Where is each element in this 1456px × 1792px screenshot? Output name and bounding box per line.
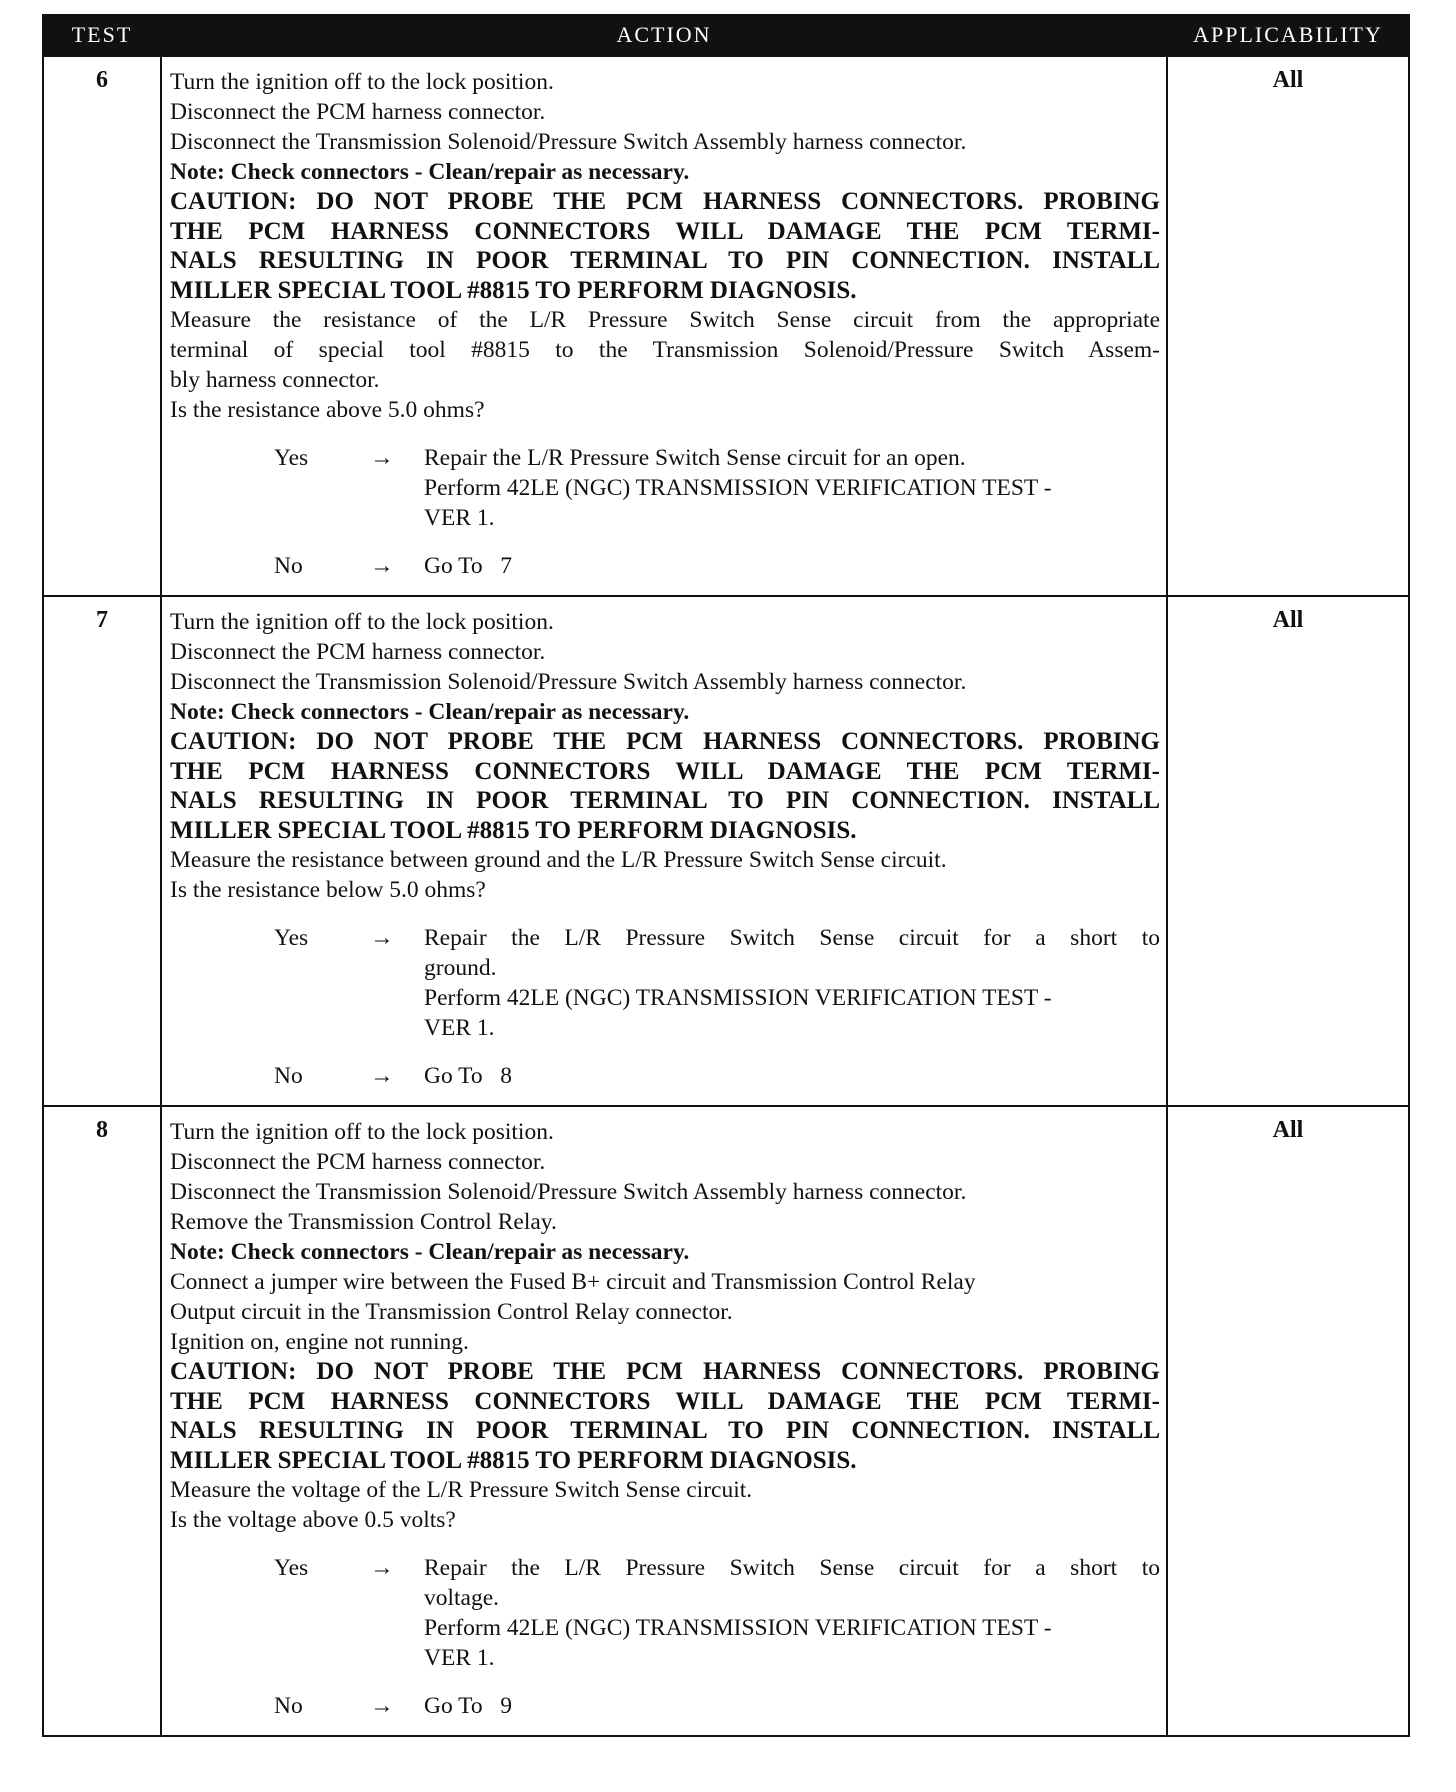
step-line: Turn the ignition off to the lock position. — [170, 69, 554, 95]
arrow-icon: → — [370, 1693, 394, 1719]
yes-result-line: Repair the L/R Pressure Switch Sense circuit for a short to — [424, 925, 1160, 951]
measure-block — [170, 305, 1160, 395]
step-line: Connect a jumper wire between the Fused B+ circuit and Transmission Control Relay — [170, 1269, 976, 1295]
test-number: 7 — [43, 596, 161, 1106]
branch-block — [170, 1553, 1160, 1721]
branch-block — [170, 443, 1160, 581]
step-line: Remove the Transmission Control Relay. — [170, 1209, 557, 1235]
measure-line: bly harness connector. — [170, 367, 380, 393]
yes-label: Yes — [274, 445, 309, 471]
test-number: 6 — [43, 56, 161, 596]
step-line: Output circuit in the Transmission Control Relay connector. — [170, 1299, 733, 1325]
note-line: Note: Check connectors - Clean/repair as necessary. — [170, 1239, 690, 1265]
go-to-link: Go To 9 — [424, 1693, 513, 1719]
yes-result-line: Repair the L/R Pressure Switch Sense circuit for a short to — [424, 1555, 1160, 1581]
step-line: Disconnect the PCM harness connector. — [170, 1149, 546, 1175]
arrow-icon: → — [370, 925, 394, 951]
yes-result-line: VER 1. — [424, 505, 495, 531]
branch-block — [170, 923, 1160, 1091]
step-line: Disconnect the Transmission Solenoid/Pressure Switch Assembly harness connector. — [170, 669, 967, 695]
no-label: No — [274, 1693, 303, 1719]
caution-line: NALS RESULTING IN POOR TERMINAL TO PIN CONNECTION. INSTALL — [170, 787, 1160, 814]
caution-line: THE PCM HARNESS CONNECTORS WILL DAMAGE THE PCM TERMI- — [170, 1387, 1160, 1415]
yes-branch — [274, 923, 1160, 1043]
applicability-value: All — [1167, 596, 1409, 1106]
caution-line: MILLER SPECIAL TOOL #8815 TO PERFORM DIAGNOSIS. — [170, 276, 857, 304]
question-line: Is the resistance above 5.0 ohms? — [170, 397, 485, 423]
table-row — [43, 596, 1409, 1106]
step-line: Disconnect the PCM harness connector. — [170, 639, 546, 665]
question-line: Is the voltage above 0.5 volts? — [170, 1507, 456, 1533]
measure-block — [170, 1475, 1160, 1505]
yes-result-line: Perform 42LE (NGC) TRANSMISSION VERIFICATION TEST - — [424, 985, 1052, 1011]
diagnostic-test-page — [42, 14, 1408, 1737]
test-number: 8 — [43, 1106, 161, 1736]
action-cell — [161, 596, 1167, 1106]
caution-line: CAUTION: DO NOT PROBE THE PCM HARNESS CONNECTORS. PROBING — [170, 1358, 1160, 1385]
yes-result — [424, 1553, 1160, 1673]
caution-line: MILLER SPECIAL TOOL #8815 TO PERFORM DIAGNOSIS. — [170, 816, 857, 844]
caution-line: NALS RESULTING IN POOR TERMINAL TO PIN CONNECTION. INSTALL — [170, 247, 1160, 274]
yes-branch — [274, 443, 1160, 533]
caution-block — [170, 727, 1160, 845]
go-to-link: Go To 7 — [424, 553, 513, 579]
caution-line: THE PCM HARNESS CONNECTORS WILL DAMAGE THE PCM TERMI- — [170, 217, 1160, 245]
yes-result-line: VER 1. — [424, 1015, 495, 1041]
caution-line: THE PCM HARNESS CONNECTORS WILL DAMAGE THE PCM TERMI- — [170, 757, 1160, 785]
header-action: ACTION — [161, 14, 1167, 56]
arrow-icon: → — [370, 445, 394, 471]
yes-result — [424, 923, 1160, 1043]
table-row — [43, 1106, 1409, 1736]
action-cell — [161, 56, 1167, 596]
no-label: No — [274, 1063, 303, 1089]
caution-line: CAUTION: DO NOT PROBE THE PCM HARNESS CONNECTORS. PROBING — [170, 188, 1160, 215]
diagnostic-test-table — [42, 14, 1410, 1737]
measure-line: Measure the resistance of the L/R Pressure Switch Sense circuit from the appropriate — [170, 307, 1160, 333]
no-branch — [274, 1061, 1160, 1091]
arrow-icon: → — [370, 1555, 394, 1581]
yes-result-line: voltage. — [424, 1585, 500, 1611]
header-applicability: APPLICABILITY — [1167, 14, 1409, 56]
header-test: TEST — [43, 14, 161, 56]
yes-result — [424, 443, 1160, 533]
step-line: Disconnect the Transmission Solenoid/Pressure Switch Assembly harness connector. — [170, 129, 967, 155]
action-cell — [161, 1106, 1167, 1736]
yes-branch — [274, 1553, 1160, 1673]
yes-result-line: ground. — [424, 955, 497, 981]
applicability-value: All — [1167, 56, 1409, 596]
caution-block — [170, 187, 1160, 305]
caution-line: MILLER SPECIAL TOOL #8815 TO PERFORM DIAGNOSIS. — [170, 1446, 857, 1474]
applicability-value: All — [1167, 1106, 1409, 1736]
note-line: Note: Check connectors - Clean/repair as necessary. — [170, 699, 690, 725]
caution-block — [170, 1357, 1160, 1475]
yes-result-line: Perform 42LE (NGC) TRANSMISSION VERIFICATION TEST - — [424, 475, 1052, 501]
go-to-link: Go To 8 — [424, 1063, 513, 1089]
step-line: Turn the ignition off to the lock position. — [170, 609, 554, 635]
step-line: Ignition on, engine not running. — [170, 1329, 469, 1355]
caution-line: CAUTION: DO NOT PROBE THE PCM HARNESS CONNECTORS. PROBING — [170, 728, 1160, 755]
yes-result-line: Repair the L/R Pressure Switch Sense circuit for an open. — [424, 445, 966, 471]
table-header-row — [43, 14, 1409, 56]
note-line: Note: Check connectors - Clean/repair as necessary. — [170, 159, 690, 185]
measure-line: Measure the resistance between ground and the L/R Pressure Switch Sense circuit. — [170, 847, 947, 873]
arrow-icon: → — [370, 1063, 394, 1089]
yes-result-line: VER 1. — [424, 1645, 495, 1671]
table-row — [43, 56, 1409, 596]
arrow-icon: → — [370, 553, 394, 579]
yes-result-line: Perform 42LE (NGC) TRANSMISSION VERIFICATION TEST - — [424, 1615, 1052, 1641]
step-line: Disconnect the PCM harness connector. — [170, 99, 546, 125]
no-label: No — [274, 553, 303, 579]
measure-block — [170, 845, 1160, 875]
question-line: Is the resistance below 5.0 ohms? — [170, 877, 486, 903]
yes-label: Yes — [274, 925, 309, 951]
measure-line: terminal of special tool #8815 to the Transmission Solenoid/Pressure Switch Assem- — [170, 337, 1160, 363]
yes-label: Yes — [274, 1555, 309, 1581]
step-line: Disconnect the Transmission Solenoid/Pressure Switch Assembly harness connector. — [170, 1179, 967, 1205]
measure-line: Measure the voltage of the L/R Pressure Switch Sense circuit. — [170, 1477, 753, 1503]
table-body — [43, 56, 1409, 1736]
no-branch — [274, 1691, 1160, 1721]
step-line: Turn the ignition off to the lock position. — [170, 1119, 554, 1145]
no-branch — [274, 551, 1160, 581]
caution-line: NALS RESULTING IN POOR TERMINAL TO PIN CONNECTION. INSTALL — [170, 1417, 1160, 1444]
